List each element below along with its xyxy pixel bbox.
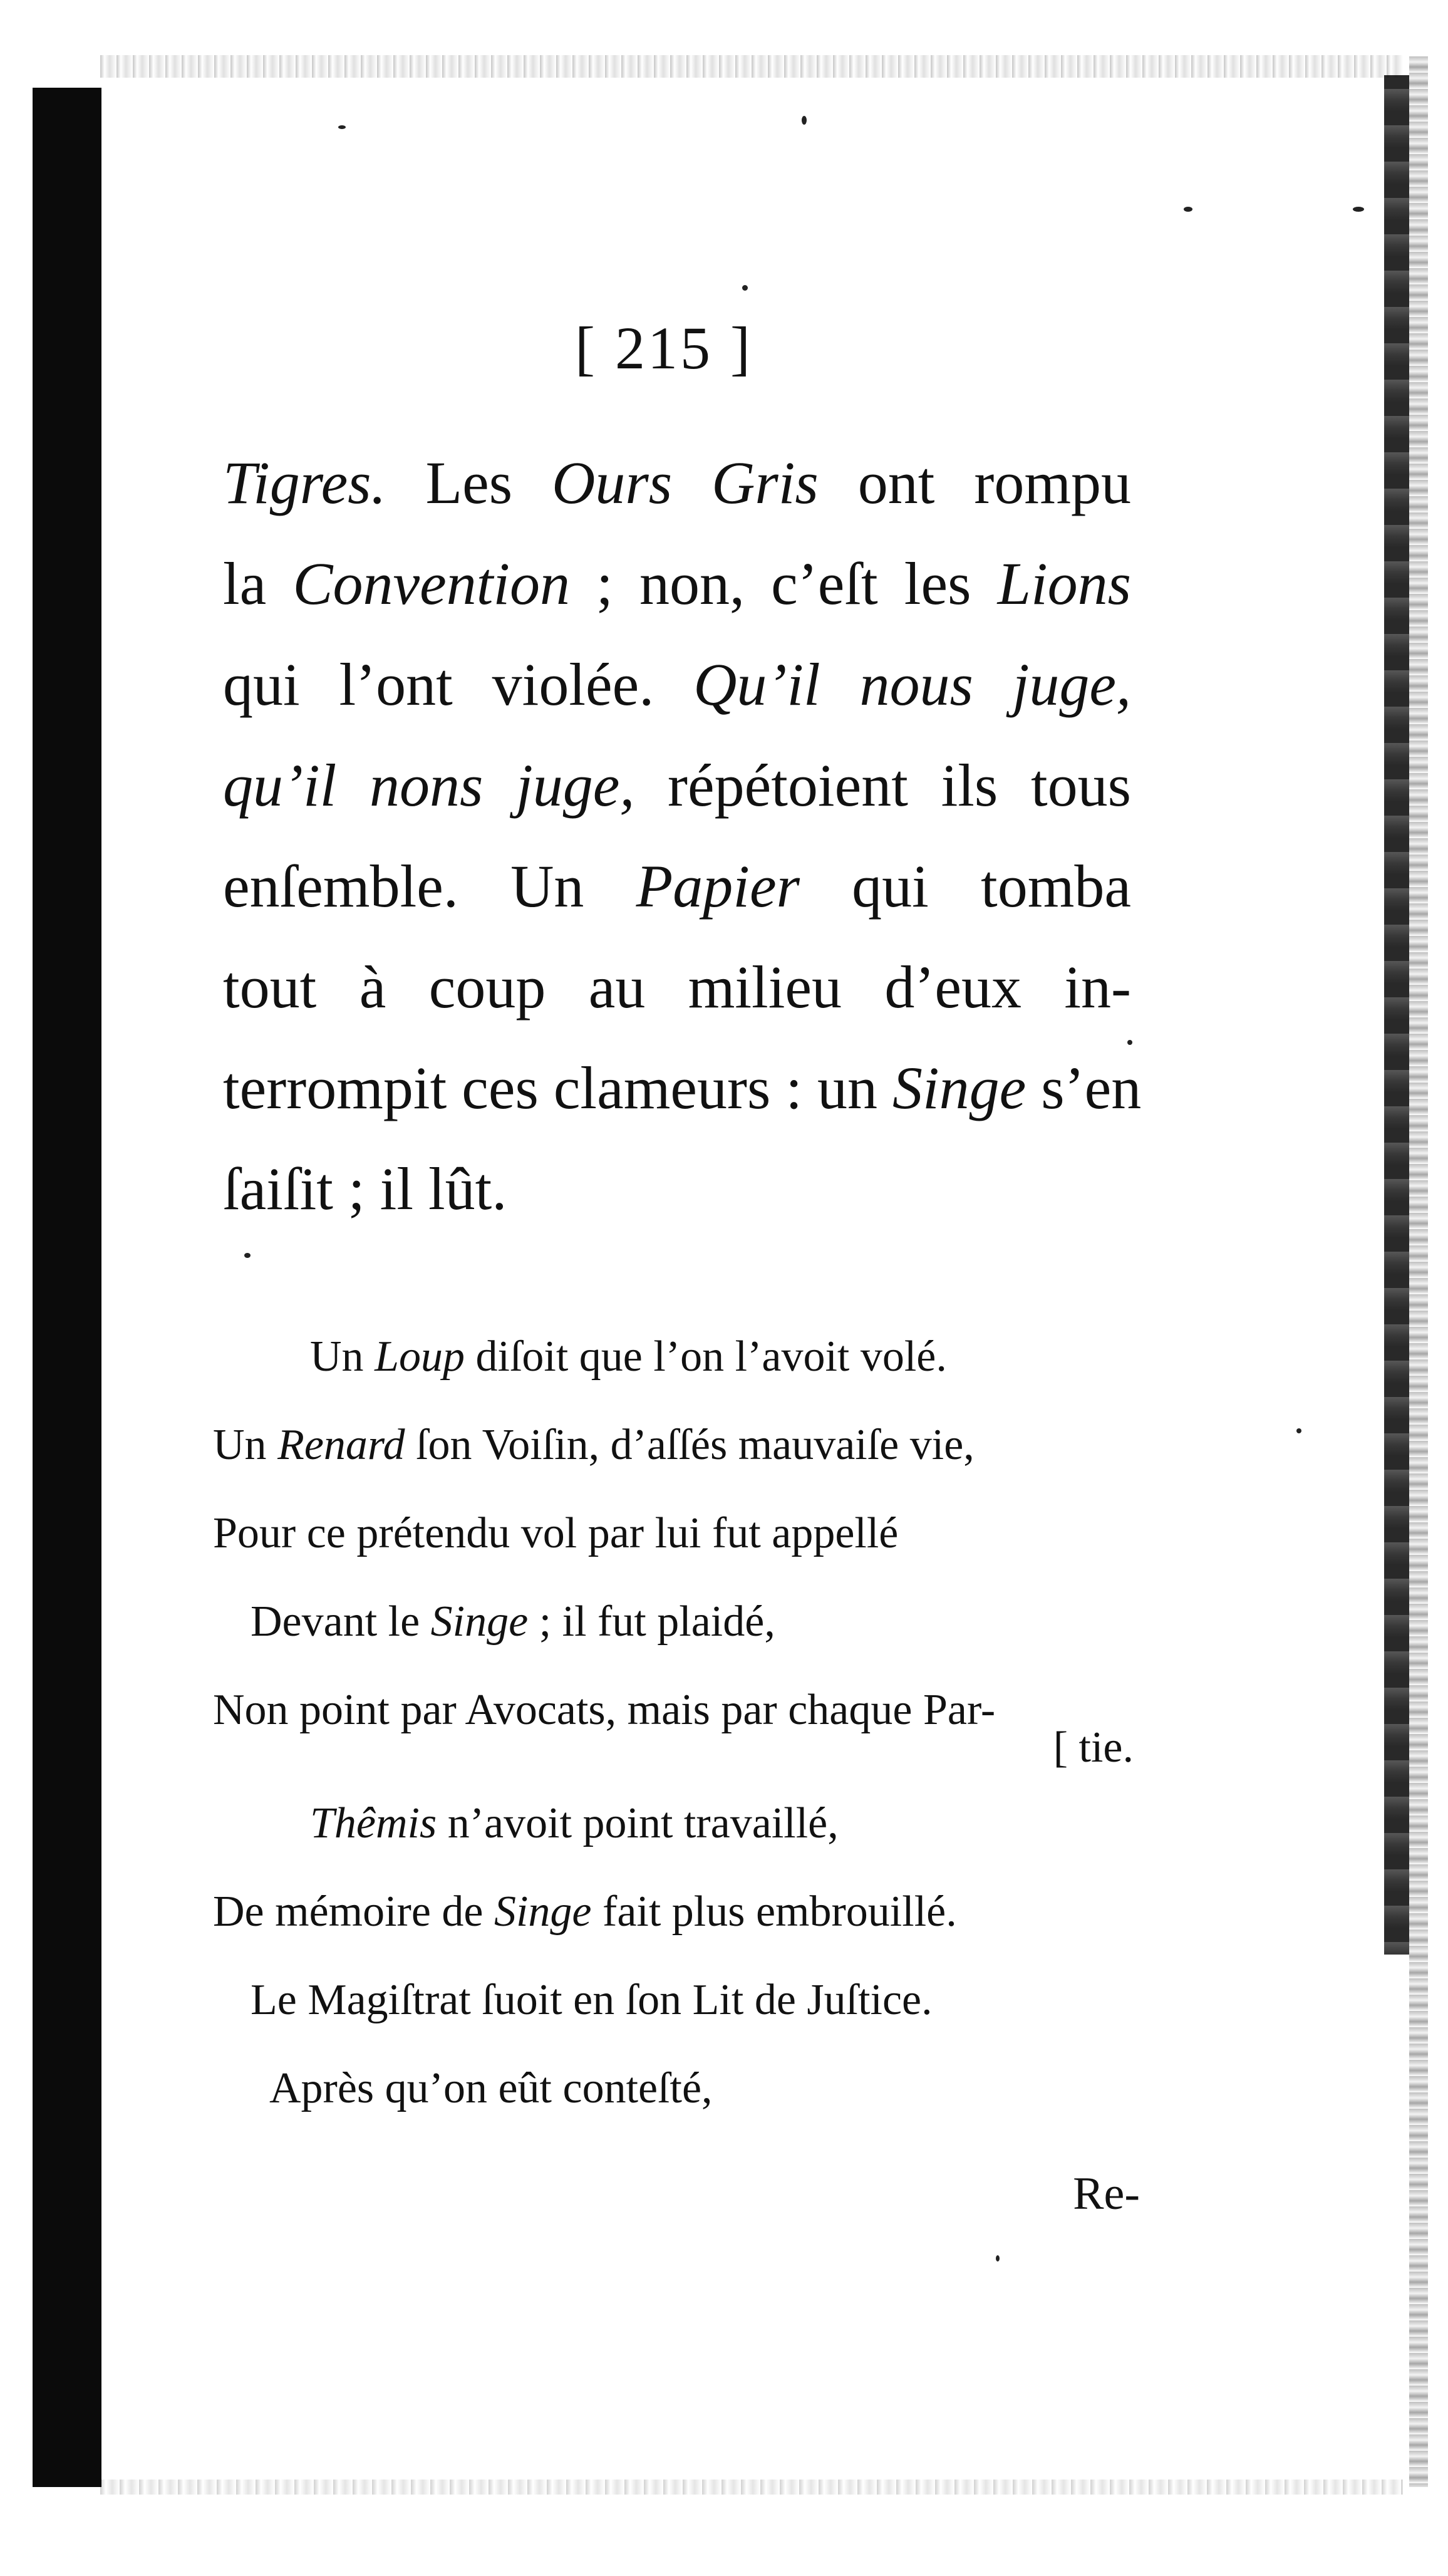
prose-line: la Convention ; non, c’eſt les Lions <box>223 550 1132 617</box>
verse-line: Thêmis n’avoit point travaillé, <box>310 1799 839 1847</box>
verse-line: Devant le Singe ; il fut plaidé, <box>251 1597 775 1646</box>
fable-verse <box>213 1312 1134 2132</box>
binding-shadow <box>33 88 101 2487</box>
prose-line: enſemble. Un Papier qui tomba <box>223 853 1132 920</box>
prose-line: terrompit ces clameurs : un Singe s’en <box>223 1054 1142 1121</box>
prose-line: ſaiſit ; il lût. <box>223 1155 507 1222</box>
prose-line: qu’il nons juge, répétoient ils tous <box>223 752 1132 819</box>
prose-line: qui l’ont violée. Qu’il nous juge, <box>223 651 1132 718</box>
prose-line: tout à coup au milieu d’eux in- <box>223 953 1131 1021</box>
verse-line: Un Loup diſoit que l’on l’avoit volé. <box>310 1332 947 1381</box>
verse-line: De mémoire de Singe fait plus embrouillé. <box>213 1888 957 1936</box>
paper-speck <box>996 2255 1000 2262</box>
verse-line: Un Renard ſon Voiſin, d’aſſés mauvaiſe vie, <box>213 1421 975 1469</box>
verse-line: Le Magiſtrat ſuoit en ſon Lit de Juſtice. <box>251 1976 933 2024</box>
paper-speck <box>742 285 748 291</box>
catchword: Re- <box>1073 2168 1140 2220</box>
paper-speck <box>802 116 807 125</box>
paper-speck <box>338 125 346 129</box>
verse-line: Non point par Avocats, mais par chaque Par- <box>213 1686 996 1734</box>
page-edge-texture <box>1409 56 1428 2487</box>
page-edge-top <box>100 55 1403 78</box>
page-number: [ 215 ] <box>575 314 753 382</box>
paper-speck <box>1353 207 1364 212</box>
page-edge-right <box>1384 75 1409 1955</box>
page-edge-bottom <box>100 2480 1403 2495</box>
paper-speck <box>1296 1428 1301 1433</box>
paper-speck <box>244 1253 251 1258</box>
prose-line: Tigres. Les Ours Gris ont rompu <box>223 449 1132 516</box>
verse-line-continuation: [ tie. <box>1053 1723 1134 1772</box>
paper-speck <box>1184 207 1192 212</box>
verse-line: Pour ce prétendu vol par lui fut appellé <box>213 1509 899 1557</box>
verse-line: Après qu’on eût conteſté, <box>269 2064 713 2112</box>
prose-paragraph <box>223 432 1142 1239</box>
